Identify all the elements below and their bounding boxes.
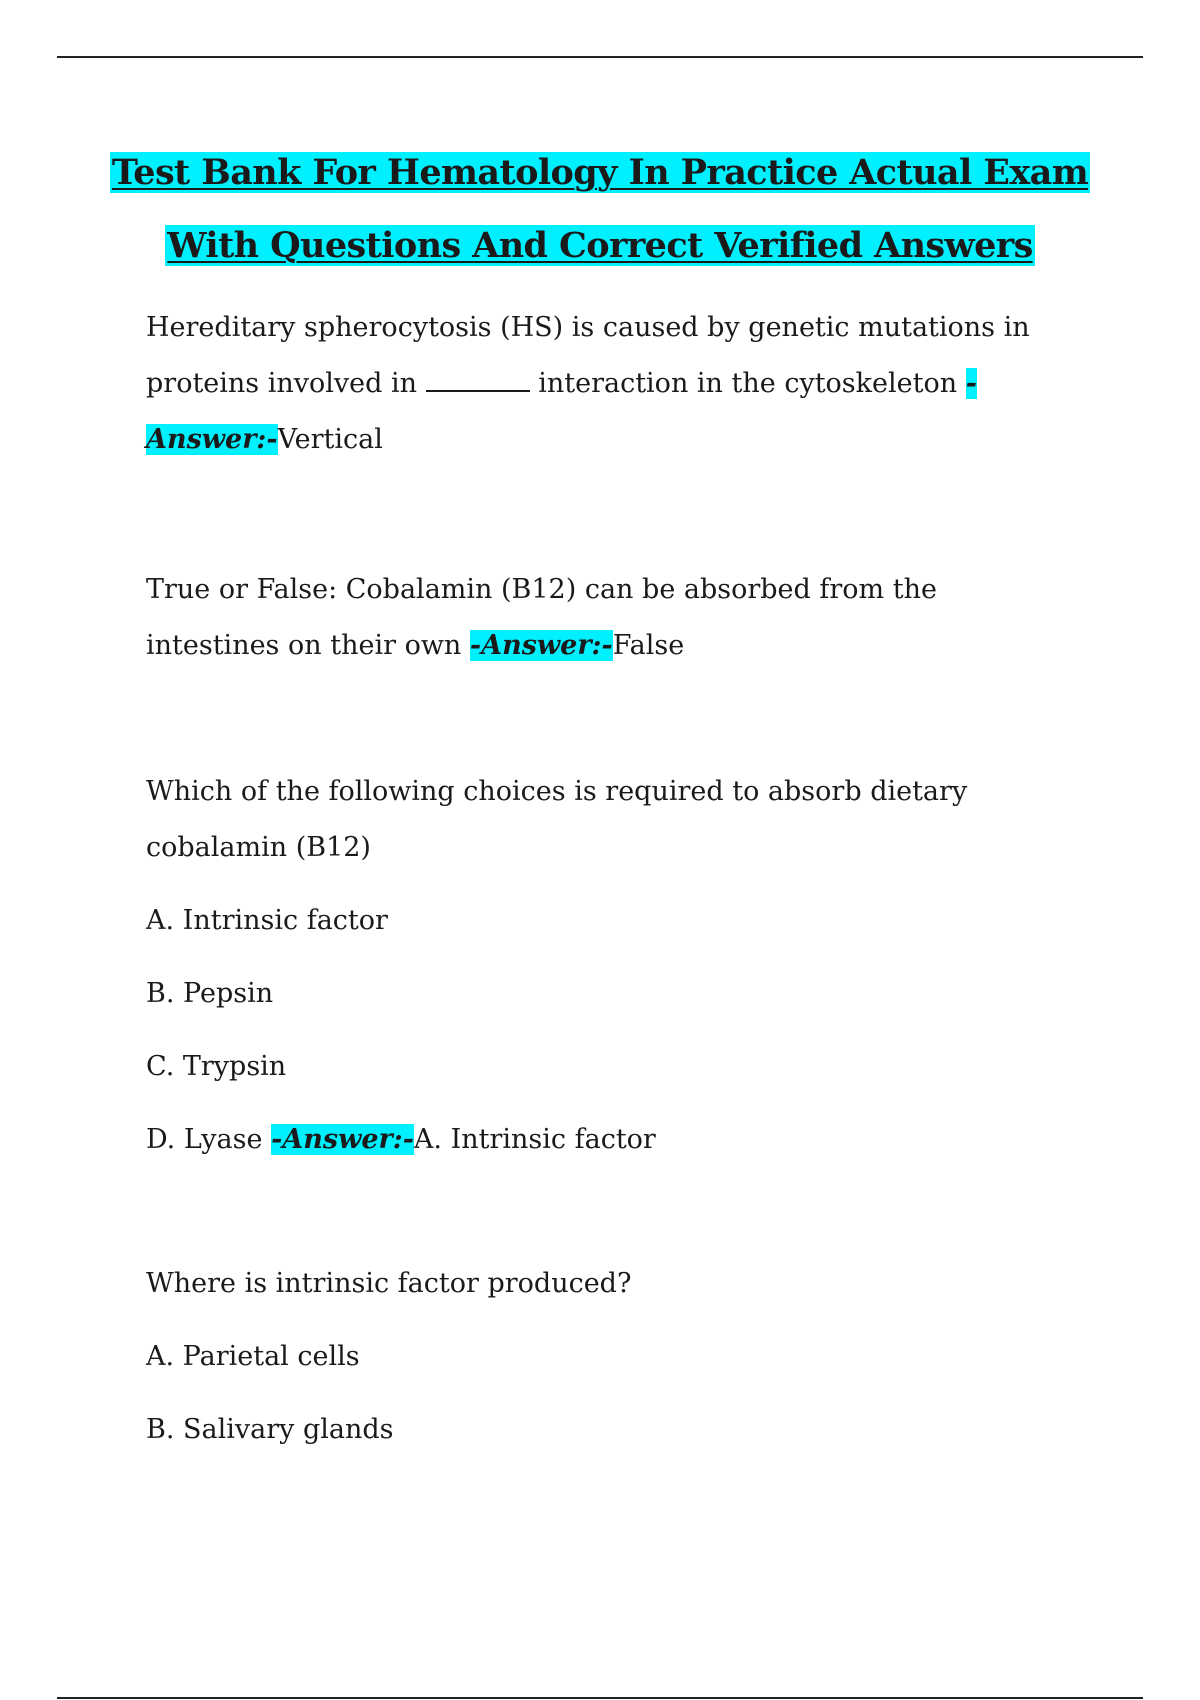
question-3-option-c: C. Trypsin [146, 1051, 287, 1082]
question-4-option-a: A. Parietal cells [146, 1341, 360, 1372]
answer-label: -Answer:- [271, 1124, 414, 1155]
question-1-answer: Vertical [277, 424, 383, 455]
question-3-text: Which of the following choices is required to absorb dietary cobalamin (B12) [146, 776, 968, 863]
question-3-option-b: B. Pepsin [146, 978, 274, 1009]
answer-label: -Answer:- [469, 630, 613, 661]
question-1-text-part1: Hereditary spherocytosis (HS) is caused by genetic mutations in proteins involved in [146, 312, 1030, 399]
footer-rule [57, 1697, 1143, 1699]
question-2 [146, 562, 1076, 674]
title-line-1: Test Bank For Hematology In Practice Actual Exam [111, 152, 1089, 193]
title-line-2: With Questions And Correct Verified Answers [167, 225, 1033, 266]
question-list [146, 300, 1076, 1458]
question-2-answer: False [612, 630, 685, 661]
question-3 [146, 764, 1076, 876]
fill-in-blank [426, 370, 530, 392]
question-4-option-b: B. Salivary glands [146, 1414, 394, 1445]
header-rule [57, 56, 1143, 58]
question-3-option-d [146, 1112, 1076, 1168]
answer-label: -Answer:- [146, 368, 977, 455]
question-1-text-part2: interaction in the cytoskeleton [538, 368, 958, 399]
document-title [100, 136, 1100, 282]
question-3-option-a: A. Intrinsic factor [146, 905, 388, 936]
question-4 [146, 1256, 1076, 1312]
question-4-text: Where is intrinsic factor produced? [146, 1268, 632, 1299]
question-3-option-d-text: D. Lyase [146, 1124, 263, 1155]
question-2-text: True or False: Cobalamin (B12) can be absorbed from the intestines on their own [146, 574, 937, 661]
question-3-answer: A. Intrinsic factor [413, 1124, 656, 1155]
question-1 [146, 300, 1076, 468]
